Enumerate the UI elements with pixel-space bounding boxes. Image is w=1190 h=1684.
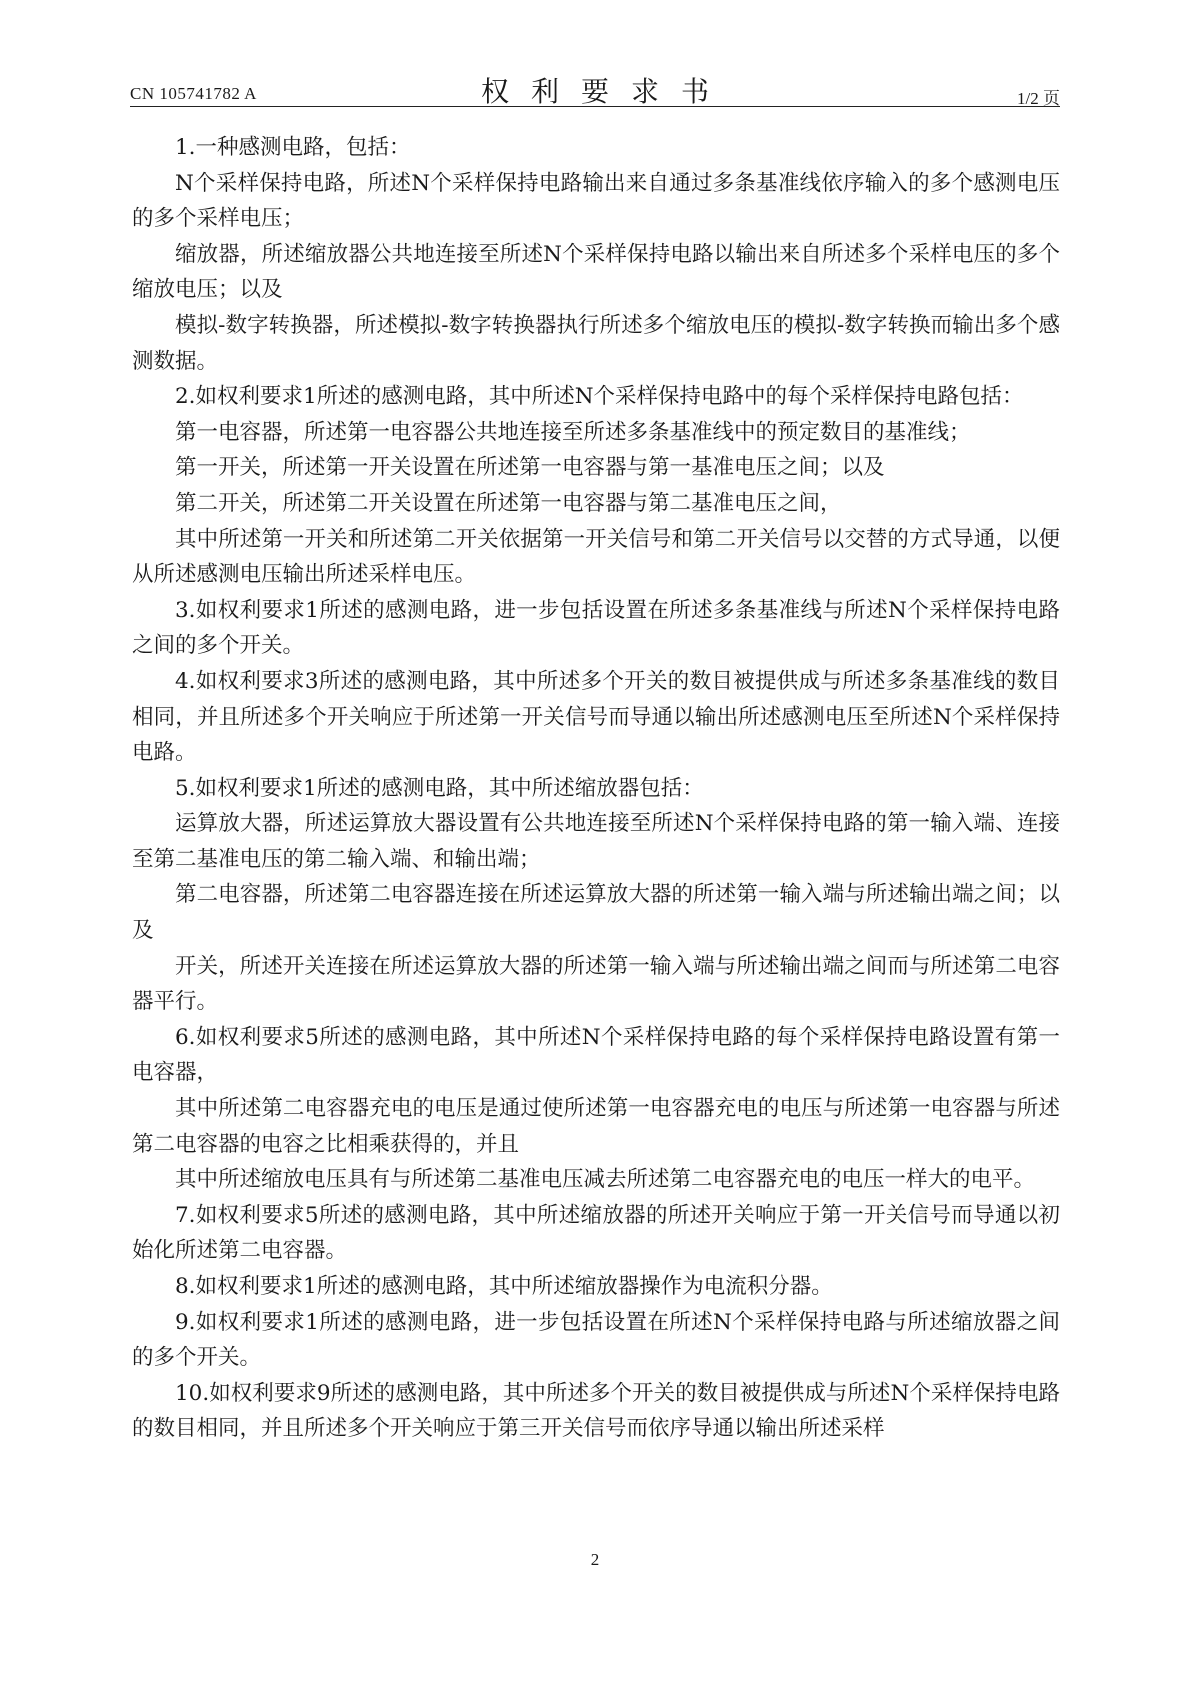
claim-paragraph: 其中所述第一开关和所述第二开关依据第一开关信号和第二开关信号以交替的方式导通，以便从所述感测电压输出所述采样电压。 xyxy=(132,526,1060,588)
claim-paragraph: 其中所述第二电容器充电的电压是通过使所述第一电容器充电的电压与所述第一电容器与所述第二电容器的电容之比相乘获得的，并且 xyxy=(132,1096,1060,1157)
claim-paragraph: 2.如权利要求1所述的感测电路，其中所述N个采样保持电路中的每个采样保持电路包括： xyxy=(175,384,1024,410)
claim-paragraph: 缩放器，所述缩放器公共地连接至所述N个采样保持电路以输出来自所述多个采样电压的多个缩放电压；以及 xyxy=(132,241,1060,303)
claim-paragraph: 第一开关，所述第一开关设置在所述第一电容器与第一基准电压之间；以及 xyxy=(175,455,885,481)
claim-paragraph: 第一电容器，所述第一电容器公共地连接至所述多条基准线中的预定数目的基准线； xyxy=(175,419,971,445)
claim-paragraph: 模拟-数字转换器，所述模拟-数字转换器执行所述多个缩放电压的模拟-数字转换而输出多个感测数据。 xyxy=(132,312,1060,374)
header-rule xyxy=(130,106,1060,107)
document-title: 权利要求书 xyxy=(480,75,731,108)
claims-body xyxy=(132,130,1060,1447)
claim-paragraph: 其中所述缩放电压具有与所述第二基准电压减去所述第二电容器充电的电压一样大的电平。 xyxy=(175,1167,1036,1193)
page-header xyxy=(130,70,1060,114)
claim-paragraph: 8.如权利要求1所述的感测电路，其中所述缩放器操作为电流积分器。 xyxy=(175,1274,833,1299)
claim-paragraph: 5.如权利要求1所述的感测电路，其中所述缩放器包括： xyxy=(175,775,704,801)
claim-paragraph: 开关，所述开关连接在所述运算放大器的所述第一输入端与所述输出端之间而与所述第二电容器平行。 xyxy=(132,953,1060,1015)
claim-paragraph: 4.如权利要求3所述的感测电路，其中所述多个开关的数目被提供成与所述多条基准线的数目相同，并且所述多个开关响应于所述第一开关信号而导通以输出所述感测电压至所述N个采样保持电路。 xyxy=(132,668,1060,766)
publication-number: CN 105741782 A xyxy=(130,84,257,103)
claim-paragraph: 运算放大器，所述运算放大器设置有公共地连接至所述N个采样保持电路的第一输入端、连接至第二基准电压的第二输入端、和输出端； xyxy=(132,811,1060,872)
page-number: 2 xyxy=(590,1550,600,1569)
claim-paragraph: 6.如权利要求5所述的感测电路，其中所述N个采样保持电路的每个采样保持电路设置有第一电容器， xyxy=(132,1024,1060,1086)
claim-paragraph: 第二电容器，所述第二电容器连接在所述运算放大器的所述第一输入端与所述输出端之间；以及 xyxy=(132,882,1060,944)
claim-paragraph: 10.如权利要求9所述的感测电路，其中所述多个开关的数目被提供成与所述N个采样保持电路的数目相同，并且所述多个开关响应于第三开关信号而依序导通以输出所述采样 xyxy=(132,1380,1060,1442)
claim-paragraph: 7.如权利要求5所述的感测电路，其中所述缩放器的所述开关响应于第一开关信号而导通以初始化所述第二电容器。 xyxy=(132,1202,1060,1264)
claim-paragraph: 9.如权利要求1所述的感测电路，进一步包括设置在所述N个采样保持电路与所述缩放器之间的多个开关。 xyxy=(132,1309,1060,1371)
claim-paragraph: 3.如权利要求1所述的感测电路，进一步包括设置在所述多条基准线与所述N个采样保持电路之间的多个开关。 xyxy=(132,597,1060,659)
claim-paragraph: 第二开关，所述第二开关设置在所述第一电容器与第二基准电压之间， xyxy=(175,490,842,516)
page-indicator: 1/2 页 xyxy=(1017,89,1060,108)
claim-paragraph: N个采样保持电路，所述N个采样保持电路输出来自通过多条基准线依序输入的多个感测电压的多个采样电压； xyxy=(132,170,1060,232)
claim-paragraph: 1.一种感测电路，包括： xyxy=(175,135,411,160)
